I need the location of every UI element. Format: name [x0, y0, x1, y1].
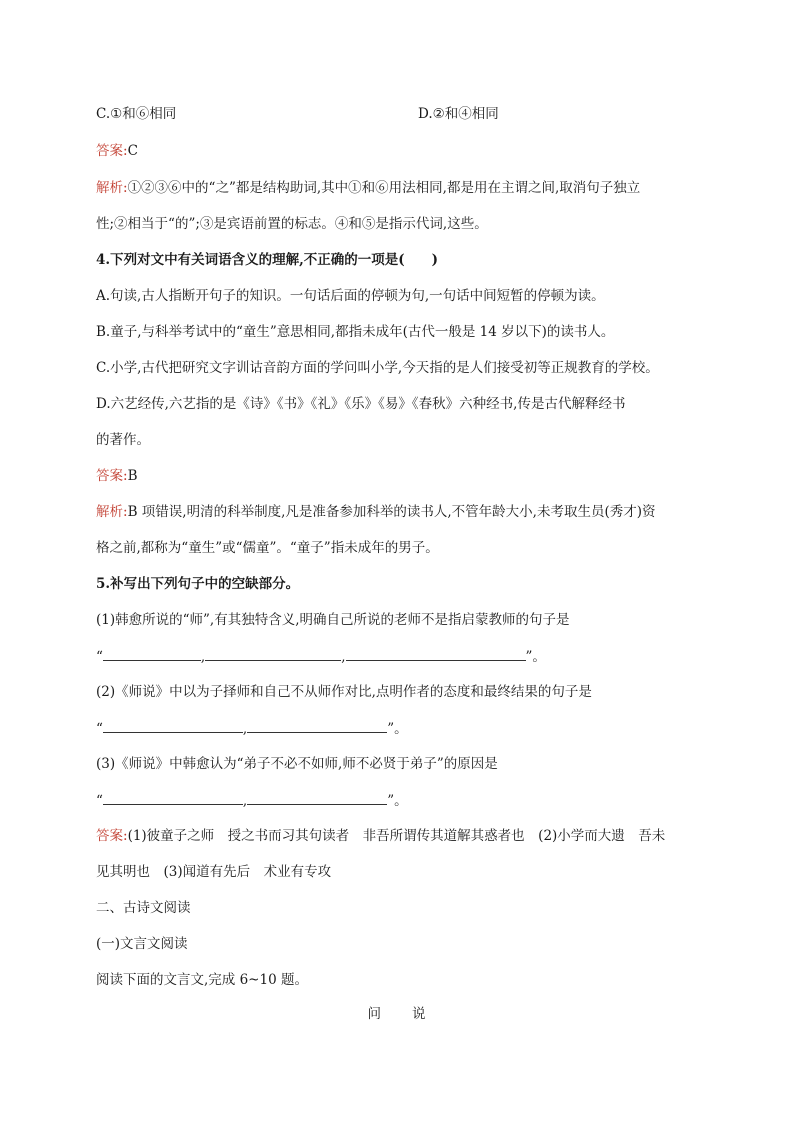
answer-value: B: [127, 468, 138, 484]
q3-answer: [96, 141, 138, 161]
answer-label: 答案:: [96, 143, 128, 159]
q4-analysis-line-2: 格之前,都称为“童生”或“儒童”。“童子”指未成年的男子。: [96, 540, 439, 556]
section-instruction: 阅读下面的文言文,完成 6~10 题。: [96, 972, 308, 988]
q4-option-b: B.童子,与科举考试中的“童生”意思相同,都指未成年(古代一般是 14 岁以下)的读书人。: [96, 324, 615, 340]
fill-blank[interactable]: [103, 718, 243, 733]
fill-blank[interactable]: [103, 790, 243, 805]
q5-answer-line-1: [96, 826, 665, 846]
q4-option-a: A.句读,古人指断开句子的知识。一句话后面的停顿为句,一句话中间短暂的停顿为读。: [96, 288, 605, 304]
q4-analysis-line-1: [96, 502, 655, 522]
q4-option-d-line-2: 的著作。: [96, 432, 150, 448]
fill-blank[interactable]: [103, 646, 201, 661]
q5-sub-1: (1)韩愈所说的“师”,有其独特含义,明确自己所说的老师不是指启蒙教师的句子是: [96, 612, 570, 628]
fill-blank[interactable]: [247, 718, 387, 733]
fill-blank[interactable]: [346, 646, 526, 661]
q4-option-c: C.小学,古代把研究文字训诂音韵方面的学问叫小学,今天指的是人们接受初等正规教育的学校。: [96, 360, 659, 376]
q3-option-d: D.②和④相同: [418, 106, 499, 122]
q3-options-row: [96, 104, 499, 124]
q5-sub-3: (3)《师说》中韩愈认为“弟子不必不如师,师不必贤于弟子”的原因是: [96, 756, 498, 772]
section-sub-heading: (一)文言文阅读: [96, 936, 188, 952]
q5-sub-2-blanks: “ , ”。: [96, 718, 408, 739]
passage-title: 问 说: [367, 1006, 427, 1022]
answer-label: 答案:: [96, 828, 128, 844]
q5-sub-2: (2)《师说》中以为子择师和自己不从师作对比,点明作者的态度和最终结果的句子是: [96, 684, 592, 700]
section-heading: 二、古诗文阅读: [96, 900, 191, 916]
fill-blank[interactable]: [205, 646, 341, 661]
answer-value: C: [127, 143, 138, 159]
q5-sub-1-blanks: “ , , ”。: [96, 646, 546, 667]
q4-option-d-line-1: D.六艺经传,六艺指的是《诗》《书》《礼》《乐》《易》《春秋》六种经书,传是古代解释经书: [96, 396, 626, 412]
q3-analysis-line-2: 性;②相当于“的”;③是宾语前置的标志。④和⑤是指示代词,这些。: [96, 216, 488, 232]
q3-option-c: C.①和⑥相同: [96, 106, 177, 122]
answer-label: 答案:: [96, 468, 128, 484]
q4-stem: 4.下列对文中有关词语含义的理解,不正确的一项是( ): [96, 252, 439, 268]
q4-answer: [96, 466, 137, 486]
fill-blank[interactable]: [247, 790, 387, 805]
analysis-text: ①②③⑥中的“之”都是结构助词,其中①和⑥用法相同,都是用在主谓之间,取消句子独立: [127, 180, 641, 196]
q3-analysis-line-1: [96, 178, 640, 198]
analysis-text: B 项错误,明清的科举制度,凡是准备参加科举的读书人,不管年龄大小,未考取生员(秀才)资: [127, 504, 656, 520]
q5-stem: 5.补写出下列句子中的空缺部分。: [96, 576, 300, 592]
q5-sub-3-blanks: “ , ”。: [96, 790, 408, 811]
q5-answer-line-2: 见其明也 (3)闻道有先后 术业有专攻: [96, 864, 332, 880]
analysis-label: 解析:: [96, 180, 128, 196]
answer-text: (1)彼童子之师 授之书而习其句读者 非吾所谓传其道解其惑者也 (2)小学而大遗 吾未: [127, 828, 666, 844]
analysis-label: 解析:: [96, 504, 128, 520]
